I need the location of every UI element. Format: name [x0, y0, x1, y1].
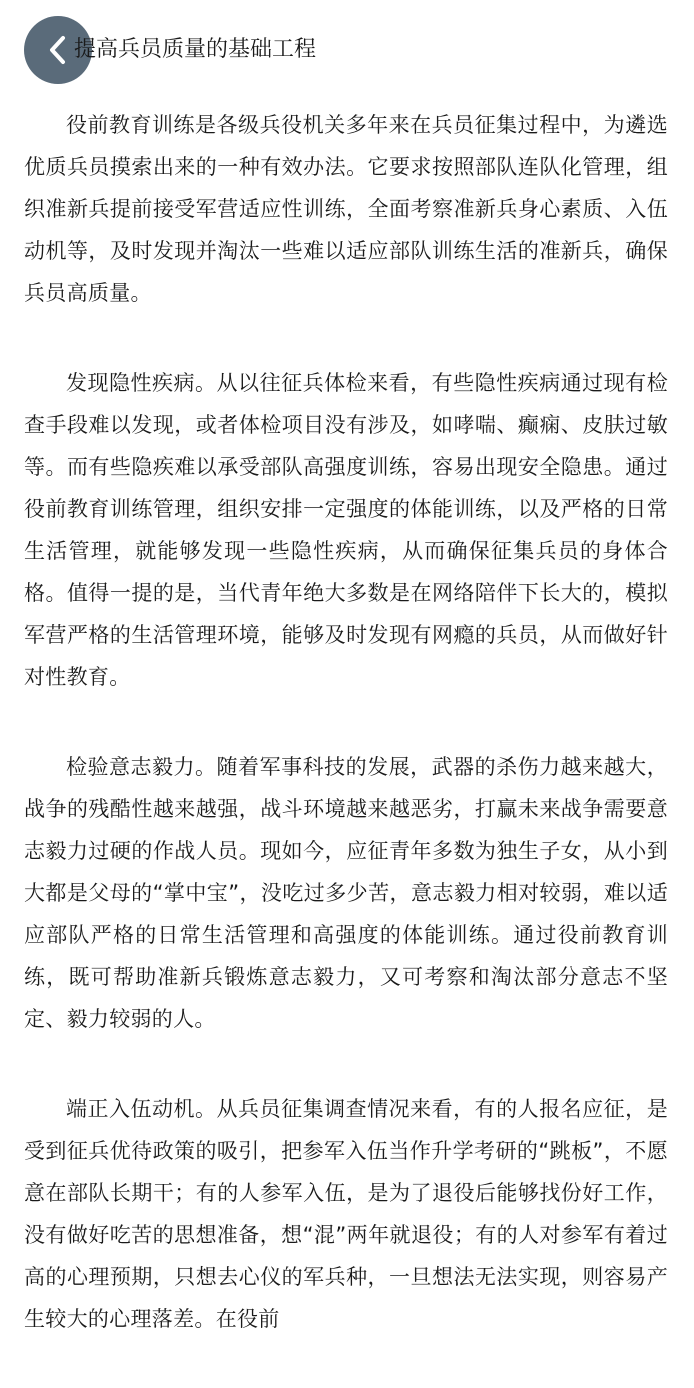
chevron-left-icon: [46, 34, 70, 66]
page-title: 提高兵员质量的基础工程: [74, 37, 317, 62]
article-paragraph: 发现隐性疾病。从以往征兵体检来看，有些隐性疾病通过现有检查手段难以发现，或者体检项目没有涉及，如哮喘、癫痫、皮肤过敏等。而有些隐疾难以承受部队高强度训练，容易出现安全隐患。通过役前教育训练管理，组织安排一定强度的体能训练，以及严格的日常生活管理，就能够发现一些隐性疾病，从而确保征集兵员的身体合格。值得一提的是，当代青年绝大多数是在网络陪伴下长大的，模拟军营严格的生活管理环境，能够及时发现有网瘾的兵员，从而做好针对性教育。: [24, 371, 668, 689]
article-body: [24, 104, 668, 1388]
header: [0, 0, 694, 100]
article-paragraph: 役前教育训练是各级兵役机关多年来在兵员征集过程中，为遴选优质兵员摸索出来的一种有效办法。它要求按照部队连队化管理，组织准新兵提前接受军营适应性训练，全面考察准新兵身心素质、入伍动机等，及时发现并淘汰一些难以适应部队训练生活的准新兵，确保兵员高质量。: [24, 113, 668, 305]
article-paragraph: 检验意志毅力。随着军事科技的发展，武器的杀伤力越来越大，战争的残酷性越来越强，战斗环境越来越恶劣，打赢未来战争需要意志毅力过硬的作战人员。现如今，应征青年多数为独生子女，从小到大都是父母的“掌中宝”，没吃过多少苦，意志毅力相对较弱，难以适应部队严格的日常生活管理和高强度的体能训练。通过役前教育训练，既可帮助准新兵锻炼意志毅力，又可考察和淘汰部分意志不坚定、毅力较弱的人。: [24, 755, 668, 1031]
article-paragraph: 端正入伍动机。从兵员征集调查情况来看，有的人报名应征，是受到征兵优待政策的吸引，把参军入伍当作升学考研的“跳板”，不愿意在部队长期干；有的人参军入伍，是为了退役后能够找份好工作，没有做好吃苦的思想准备，想“混”两年就退役；有的人对参军有着过高的心理预期，只想去心仪的军兵种，一旦想法无法实现，则容易产生较大的心理落差。在役前: [24, 1097, 668, 1331]
